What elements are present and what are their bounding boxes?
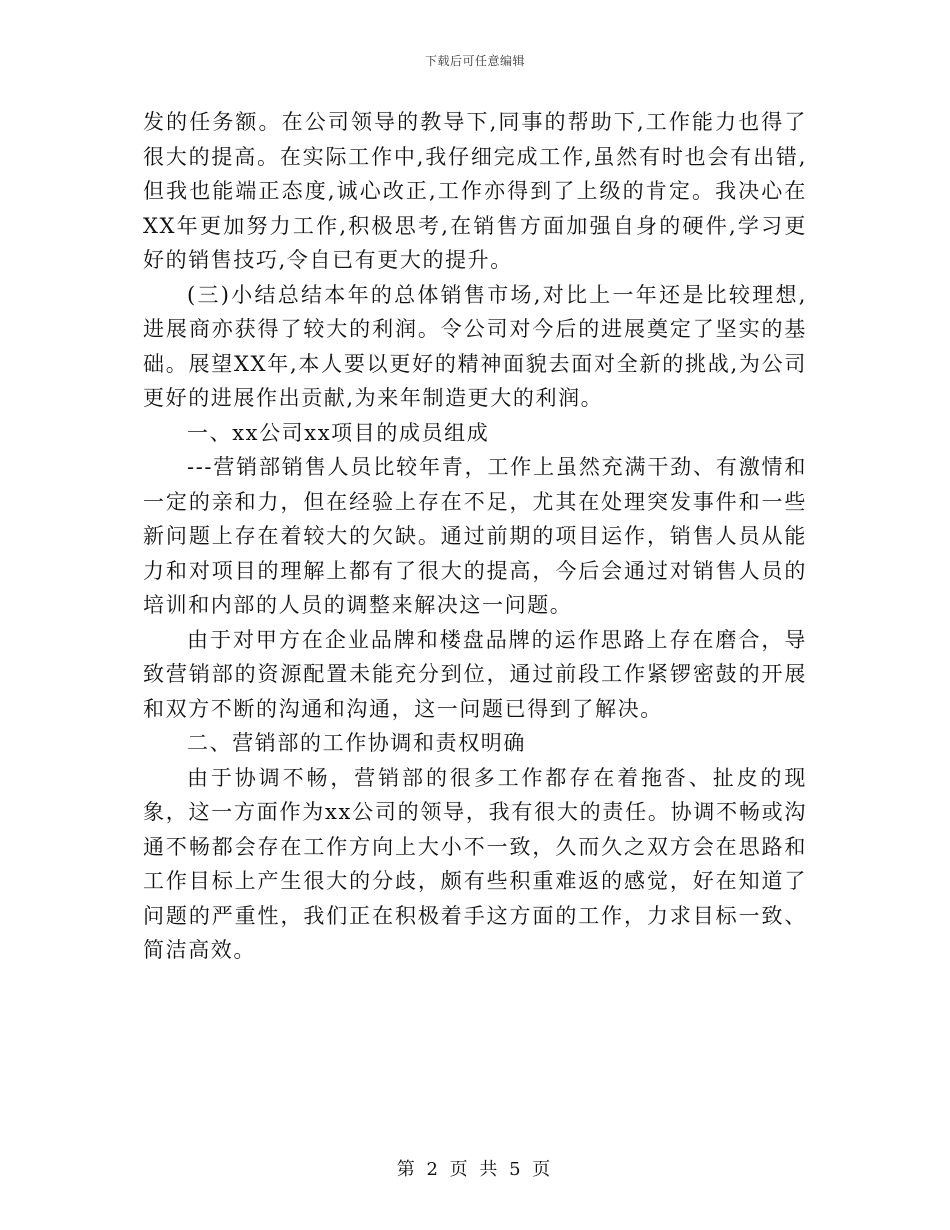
paragraph-3: ---营销部销售人员比较年青，工作上虽然充满干劲、有激情和一定的亲和力，但在经验上存在不足，尤其在处理突发事件和一些新问题上存在着较大的欠缺。通过前期的项目运作，销售人员从能力和对项目的理解上都有了很大的提高，今后会通过对销售人员的培训和内部的人员的调整来解决这一问题。 bbox=[143, 455, 807, 617]
document-body bbox=[143, 105, 807, 968]
page-footer: 第 2 页 共 5 页 bbox=[396, 1159, 554, 1180]
section-heading-1: 一、xx公司xx项目的成员组成 bbox=[187, 420, 490, 445]
page-header: 下载后可任意编辑 bbox=[424, 54, 525, 68]
section-heading-2: 二、营销部的工作协调和责权明确 bbox=[187, 731, 526, 755]
paragraph-1: 发的任务额。在公司领导的教导下,同事的帮助下,工作能力也得了很大的提高。在实际工作中,我仔细完成工作,虽然有时也会有出错,但我也能端正态度,诚心改正,工作亦得到了上级的肯定。我决心在XX年更加努力工作,积极思考,在销售方面加强自身的硬件,学习更好的销售技巧,令自已有更大的提升。 bbox=[143, 110, 807, 272]
paragraph-5: 由于协调不畅，营销部的很多工作都存在着拖沓、扯皮的现象，这一方面作为xx公司的领导，我有很大的责任。协调不畅或沟通不畅都会存在工作方向上大小不一致，久而久之双方会在思路和工作目标上产生很大的分歧，颇有些积重难返的感觉，好在知道了问题的严重性，我们正在积极着手这方面的工作，力求目标一致、简洁高效。 bbox=[143, 765, 807, 962]
paragraph-4: 由于对甲方在企业品牌和楼盘品牌的运作思路上存在磨合，导致营销部的资源配置未能充分到位，通过前段工作紧锣密鼓的开展和双方不断的沟通和沟通，这一问题已得到了解决。 bbox=[143, 627, 807, 721]
paragraph-2: (三)小结总结本年的总体销售市场,对比上一年还是比较理想,进展商亦获得了较大的利润。令公司对今后的进展奠定了坚实的基础。展望XX年,本人要以更好的精神面貌去面对全新的挑战,为公司更好的进展作出贡献,为来年制造更大的利润。 bbox=[143, 282, 807, 410]
